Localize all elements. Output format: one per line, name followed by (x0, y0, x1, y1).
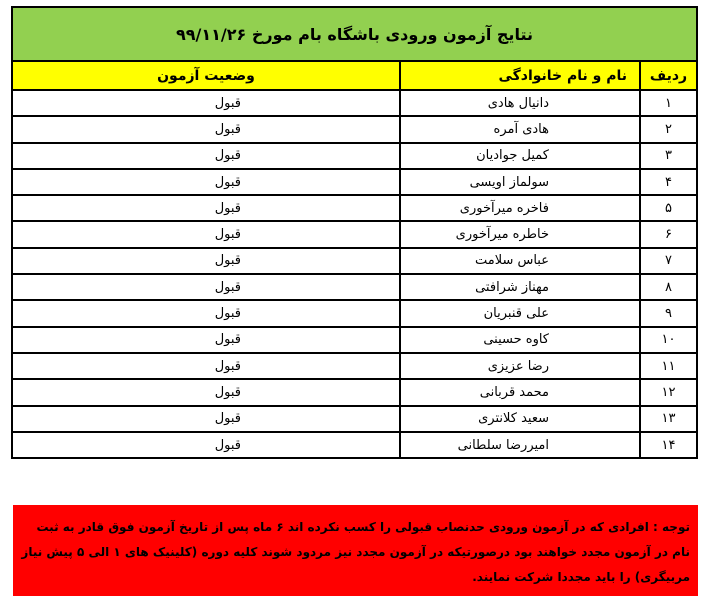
table-row (12, 169, 697, 195)
table-row (12, 327, 697, 353)
name-cell: هادی آمره (400, 116, 640, 142)
status-cell: قبول (12, 379, 400, 405)
name-cell: سعید کلانتری (400, 406, 640, 432)
name-cell: کمیل جوادیان (400, 143, 640, 169)
page-title: نتایج آزمون ورودی باشگاه بام مورخ ۹۹/۱۱/۲۶ (12, 7, 697, 61)
table-row (12, 300, 697, 326)
name-cell: سولماز اویسی (400, 169, 640, 195)
status-cell: قبول (12, 143, 400, 169)
table-row (12, 116, 697, 142)
status-cell: قبول (12, 116, 400, 142)
table-row (12, 248, 697, 274)
name-cell: مهناز شرافتی (400, 274, 640, 300)
status-cell: قبول (12, 300, 400, 326)
row-number-cell: ۷ (640, 248, 697, 274)
status-cell: قبول (12, 353, 400, 379)
name-cell: علی قنبریان (400, 300, 640, 326)
row-number-cell: ۳ (640, 143, 697, 169)
results-sheet (13, 6, 698, 459)
status-cell: قبول (12, 327, 400, 353)
name-cell: خاطره میرآخوری (400, 221, 640, 247)
row-number-cell: ۸ (640, 274, 697, 300)
notice-box: توجه : افرادی که در آزمون ورودی حدنصاب قبولی را کسب نکرده اند ۶ ماه پس از تاریخ آزمون فوق قادر به ثبت نام در آزمون مجدد خواهند بود درصورتیکه در آزمون مجدد نیز مردود شوند کلیه دوره (کلینیک های ۱ الی ۵ پیش نیاز مربیگری) را باید مجددا شرکت نمایند. (13, 505, 698, 596)
status-cell: قبول (12, 195, 400, 221)
row-number-cell: ۱۴ (640, 432, 697, 458)
column-header-row-number: ردیف (640, 61, 697, 90)
name-cell: امیررضا سلطانی (400, 432, 640, 458)
table-row (12, 195, 697, 221)
name-cell: فاخره میرآخوری (400, 195, 640, 221)
row-number-cell: ۴ (640, 169, 697, 195)
name-cell: محمد قربانی (400, 379, 640, 405)
row-number-cell: ۱۰ (640, 327, 697, 353)
row-number-cell: ۹ (640, 300, 697, 326)
table-row (12, 90, 697, 116)
row-number-cell: ۵ (640, 195, 697, 221)
table-row (12, 274, 697, 300)
table-row (12, 406, 697, 432)
name-cell: کاوه حسینی (400, 327, 640, 353)
name-cell: دانیال هادی (400, 90, 640, 116)
status-cell: قبول (12, 406, 400, 432)
status-cell: قبول (12, 90, 400, 116)
row-number-cell: ۱ (640, 90, 697, 116)
column-header-full-name: نام و نام خانوادگی (400, 61, 640, 90)
table-row (12, 221, 697, 247)
row-number-cell: ۶ (640, 221, 697, 247)
status-cell: قبول (12, 432, 400, 458)
row-number-cell: ۱۳ (640, 406, 697, 432)
row-number-cell: ۱۲ (640, 379, 697, 405)
status-cell: قبول (12, 248, 400, 274)
row-number-cell: ۲ (640, 116, 697, 142)
results-table (11, 6, 698, 459)
name-cell: رضا عزیزی (400, 353, 640, 379)
name-cell: عباس سلامت (400, 248, 640, 274)
status-cell: قبول (12, 221, 400, 247)
table-body (12, 90, 697, 458)
table-row (12, 353, 697, 379)
table-row (12, 432, 697, 458)
column-header-status: وضعیت آزمون (12, 61, 400, 90)
status-cell: قبول (12, 274, 400, 300)
table-row (12, 143, 697, 169)
row-number-cell: ۱۱ (640, 353, 697, 379)
status-cell: قبول (12, 169, 400, 195)
table-header-row (12, 61, 697, 90)
table-row (12, 379, 697, 405)
